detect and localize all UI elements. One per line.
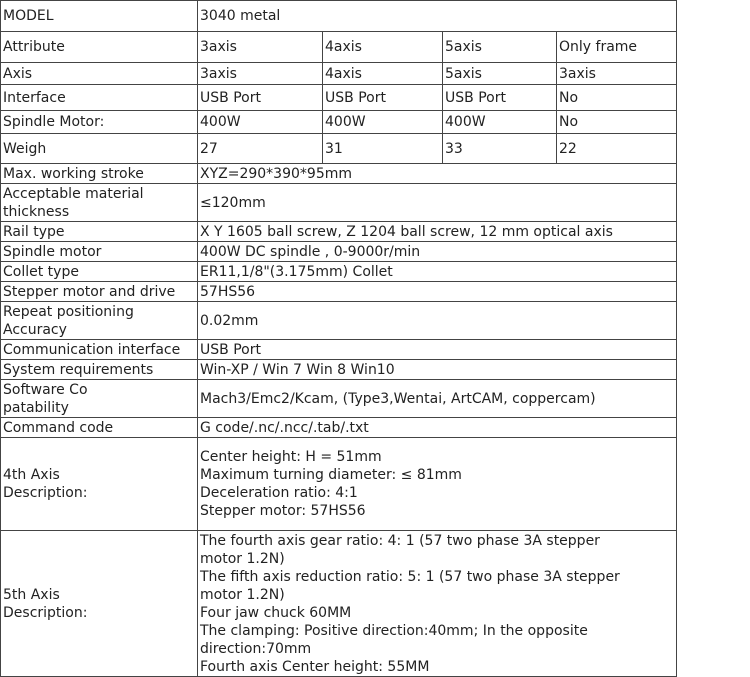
table-row-axis (1, 63, 677, 85)
model-label: MODEL (1, 1, 198, 32)
spindle-motor-value-2: 400W (323, 111, 443, 134)
table-row-spec (1, 184, 677, 222)
spec-value: Mach3/Emc2/Kcam, (Type3,Wentai, ArtCAM, coppercam) (198, 380, 677, 418)
spec-value: USB Port (198, 340, 677, 360)
weigh-value-3: 33 (443, 134, 557, 164)
interface-value-1: USB Port (198, 85, 323, 111)
axis-value-4: 3axis (557, 63, 677, 85)
spec-label: Software Co patability (1, 380, 198, 418)
spec-label: Repeat positioning Accuracy (1, 302, 198, 340)
table-row-spec (1, 360, 677, 380)
spec-label: Communication interface (1, 340, 198, 360)
spec-label: Command code (1, 418, 198, 438)
table-row-interface (1, 85, 677, 111)
attribute-frame: Only frame (557, 32, 677, 63)
spec-label: Acceptable material thickness (1, 184, 198, 222)
spec-value: XYZ=290*390*95mm (198, 164, 677, 184)
spec-value: 57HS56 (198, 282, 677, 302)
interface-label: Interface (1, 85, 198, 111)
table-row-spec (1, 262, 677, 282)
spec-value: X Y 1605 ball screw, Z 1204 ball screw, 12 mm optical axis (198, 222, 677, 242)
spec-value: 400W DC spindle , 0-9000r/min (198, 242, 677, 262)
table-row-weigh (1, 134, 677, 164)
attribute-label: Attribute (1, 32, 198, 63)
weigh-value-2: 31 (323, 134, 443, 164)
table-row-spec (1, 302, 677, 340)
table-row-model (1, 1, 677, 32)
axis-value-3: 5axis (443, 63, 557, 85)
spindle-motor-value-3: 400W (443, 111, 557, 134)
axis-label: Axis (1, 63, 198, 85)
spec-label: Max. working stroke (1, 164, 198, 184)
spec-label: Stepper motor and drive (1, 282, 198, 302)
spec-label: System requirements (1, 360, 198, 380)
interface-value-2: USB Port (323, 85, 443, 111)
table-row-spec (1, 164, 677, 184)
table-row-spec (1, 531, 677, 677)
table-row-spec (1, 418, 677, 438)
interface-value-3: USB Port (443, 85, 557, 111)
spec-value: Win-XP / Win 7 Win 8 Win10 (198, 360, 677, 380)
table-row-spec (1, 380, 677, 418)
spec-value: The fourth axis gear ratio: 4: 1 (57 two phase 3A stepper motor 1.2N) The fifth axis reduction ratio: 5: 1 (57 two phase 3A stepper motor 1.2N) Four jaw chuck 60MM The clamping: Positive direction:40mm; In the opposite direction:70mm Fourth axis Center height: 55MM (198, 531, 677, 677)
model-value: 3040 metal (198, 1, 677, 32)
spec-value: Center height: H = 51mm Maximum turning diameter: ≤ 81mm Deceleration ratio: 4:1 Stepper motor: 57HS56 (198, 438, 677, 531)
spindle-motor-label: Spindle Motor: (1, 111, 198, 134)
attribute-4axis: 4axis (323, 32, 443, 63)
table-row-spec (1, 282, 677, 302)
spec-label: 5th Axis Description: (1, 531, 198, 677)
table-row-spindle-motor (1, 111, 677, 134)
table-row-spec (1, 438, 677, 531)
spec-label: Spindle motor (1, 242, 198, 262)
spec-label: 4th Axis Description: (1, 438, 198, 531)
spec-value: G code/.nc/.ncc/.tab/.txt (198, 418, 677, 438)
attribute-5axis: 5axis (443, 32, 557, 63)
spindle-motor-value-1: 400W (198, 111, 323, 134)
spec-value: ER11,1/8"(3.175mm) Collet (198, 262, 677, 282)
spec-label: Collet type (1, 262, 198, 282)
spec-value: 0.02mm (198, 302, 677, 340)
axis-value-1: 3axis (198, 63, 323, 85)
spindle-motor-value-4: No (557, 111, 677, 134)
weigh-value-1: 27 (198, 134, 323, 164)
table-row-spec (1, 242, 677, 262)
spec-label: Rail type (1, 222, 198, 242)
interface-value-4: No (557, 85, 677, 111)
weigh-value-4: 22 (557, 134, 677, 164)
spec-value: ≤120mm (198, 184, 677, 222)
table-row-attribute (1, 32, 677, 63)
table-row-spec (1, 340, 677, 360)
table-row-spec (1, 222, 677, 242)
attribute-3axis: 3axis (198, 32, 323, 63)
weigh-label: Weigh (1, 134, 198, 164)
axis-value-2: 4axis (323, 63, 443, 85)
